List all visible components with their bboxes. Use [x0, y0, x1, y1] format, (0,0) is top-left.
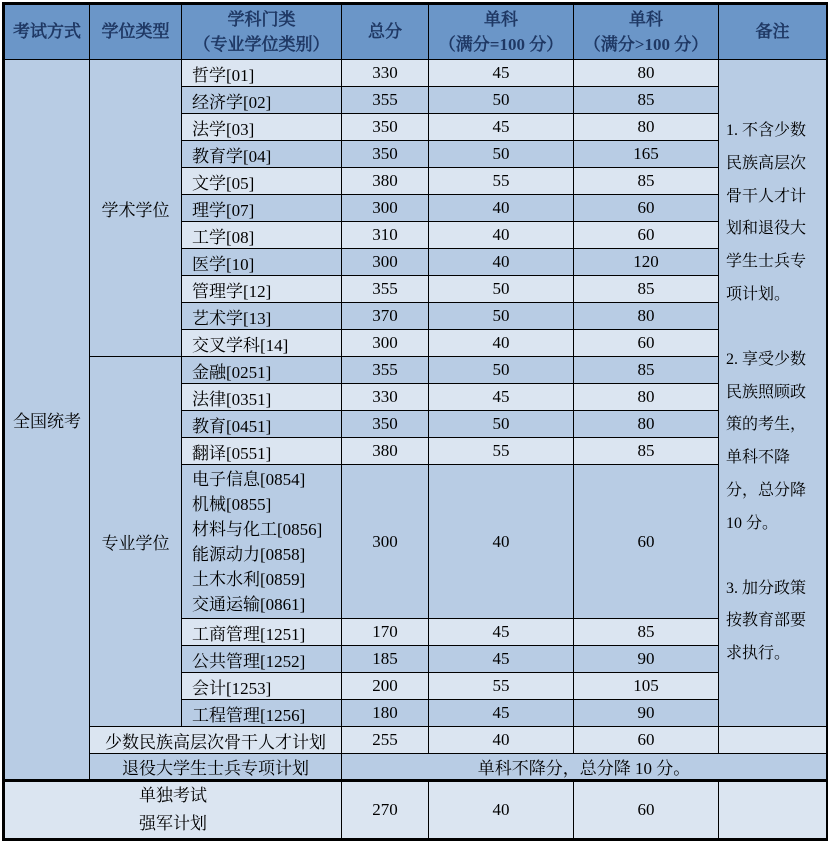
subject-cell: 教育[0451]	[182, 411, 342, 438]
total-cell: 380	[342, 168, 429, 195]
single-gt-cell: 85	[574, 168, 719, 195]
single-eq-cell: 40	[429, 249, 574, 276]
minority-program-row	[4, 727, 828, 754]
header-single-eq100	[429, 4, 574, 60]
header-subject-category-line1: 学科门类	[227, 9, 296, 29]
total-cell: 330	[342, 60, 429, 87]
single-gt-cell: 105	[574, 673, 719, 700]
single-gt-cell: 165	[574, 141, 719, 168]
total-cell: 255	[342, 727, 429, 754]
header-single-eq100-line2: （满分=100 分）	[438, 35, 564, 54]
subject-row	[4, 60, 828, 87]
veteran-program-note: 单科不降分，总分降 10 分。	[342, 754, 828, 781]
total-cell: 380	[342, 438, 429, 465]
subject-row	[4, 357, 828, 384]
header-single-gt100	[574, 4, 719, 60]
subject-cell: 管理学[12]	[182, 276, 342, 303]
subject-cell: 艺术学[13]	[182, 303, 342, 330]
subject-cell: 文学[05]	[182, 168, 342, 195]
single-eq-cell: 45	[429, 619, 574, 646]
subject-cell: 法律[0351]	[182, 384, 342, 411]
remark-item-3: 3. 加分政策按教育部要求执行。	[726, 579, 807, 663]
subject-cell: 教育学[04]	[182, 141, 342, 168]
total-cell: 170	[342, 619, 429, 646]
single-gt-cell: 60	[574, 222, 719, 249]
header-remarks: 备注	[719, 4, 828, 60]
total-cell: 370	[342, 303, 429, 330]
subject-line: 机械[0855]	[192, 494, 272, 514]
header-subject-category	[182, 4, 342, 60]
separate-exam-row	[4, 781, 828, 840]
subject-cell: 翻译[0551]	[182, 438, 342, 465]
subject-line: 材料与化工[0856]	[192, 519, 323, 539]
single-eq-cell: 50	[429, 357, 574, 384]
subject-cell: 工商管理[1251]	[182, 619, 342, 646]
subject-cell: 会计[1253]	[182, 673, 342, 700]
header-subject-category-line2: （专业学位类别）	[193, 35, 330, 54]
total-cell: 330	[342, 384, 429, 411]
subject-cell: 交叉学科[14]	[182, 330, 342, 357]
separate-exam-label	[4, 781, 342, 840]
single-gt-cell: 60	[574, 465, 719, 619]
total-cell: 350	[342, 411, 429, 438]
single-gt-cell: 60	[574, 330, 719, 357]
total-cell: 355	[342, 87, 429, 114]
subject-line: 能源动力[0858]	[192, 544, 306, 564]
total-cell: 270	[342, 781, 429, 840]
single-eq-cell: 55	[429, 673, 574, 700]
header-row	[4, 4, 828, 60]
total-cell: 300	[342, 195, 429, 222]
header-total-score: 总分	[342, 4, 429, 60]
total-cell: 355	[342, 276, 429, 303]
remarks-cell	[719, 60, 828, 727]
single-eq-cell: 40	[429, 195, 574, 222]
minority-program-label: 少数民族高层次骨干人才计划	[90, 727, 342, 754]
total-cell: 185	[342, 646, 429, 673]
single-eq-cell: 40	[429, 330, 574, 357]
header-degree-type: 学位类型	[90, 4, 182, 60]
single-eq-cell: 40	[429, 465, 574, 619]
single-gt-cell: 60	[574, 195, 719, 222]
header-single-gt100-line1: 单科	[629, 9, 663, 29]
subject-cell: 工程管理[1256]	[182, 700, 342, 727]
total-cell: 310	[342, 222, 429, 249]
total-cell: 350	[342, 114, 429, 141]
single-eq-cell: 55	[429, 168, 574, 195]
remark-item-1: 1. 不含少数民族高层次骨干人才计划和退役大学生士兵专项计划。	[726, 122, 807, 303]
total-cell: 355	[342, 357, 429, 384]
single-gt-cell: 90	[574, 700, 719, 727]
single-gt-cell: 85	[574, 438, 719, 465]
subject-cell: 理学[07]	[182, 195, 342, 222]
professional-degree-cell: 专业学位	[90, 357, 182, 727]
remarks-empty-cell	[719, 727, 828, 754]
single-gt-cell: 60	[574, 727, 719, 754]
single-gt-cell: 80	[574, 384, 719, 411]
header-single-gt100-line2: （满分>100 分）	[583, 35, 709, 54]
single-gt-cell: 80	[574, 303, 719, 330]
single-gt-cell: 85	[574, 87, 719, 114]
subject-cell: 金融[0251]	[182, 357, 342, 384]
single-gt-cell: 80	[574, 114, 719, 141]
single-eq-cell: 40	[429, 222, 574, 249]
single-eq-cell: 40	[429, 781, 574, 840]
subject-cell-multi	[182, 465, 342, 619]
subject-cell: 医学[10]	[182, 249, 342, 276]
national-exam-cell: 全国统考	[4, 60, 90, 781]
single-eq-cell: 45	[429, 700, 574, 727]
single-gt-cell: 90	[574, 646, 719, 673]
single-eq-cell: 50	[429, 276, 574, 303]
single-eq-cell: 45	[429, 114, 574, 141]
single-gt-cell: 80	[574, 60, 719, 87]
single-gt-cell: 85	[574, 357, 719, 384]
single-eq-cell: 50	[429, 303, 574, 330]
veteran-program-label: 退役大学生士兵专项计划	[90, 754, 342, 781]
single-eq-cell: 55	[429, 438, 574, 465]
header-exam-method: 考试方式	[4, 4, 90, 60]
single-eq-cell: 45	[429, 60, 574, 87]
veteran-program-row	[4, 754, 828, 781]
separate-exam-line1: 单独考试	[139, 786, 207, 805]
single-gt-cell: 85	[574, 619, 719, 646]
subject-cell: 经济学[02]	[182, 87, 342, 114]
total-cell: 300	[342, 249, 429, 276]
single-gt-cell: 80	[574, 411, 719, 438]
total-cell: 300	[342, 330, 429, 357]
subject-cell: 工学[08]	[182, 222, 342, 249]
single-gt-cell: 85	[574, 276, 719, 303]
total-cell: 200	[342, 673, 429, 700]
remark-item-2: 2. 享受少数民族照顾政策的考生，单科不降分，总分降 10 分。	[726, 350, 807, 532]
subject-cell: 公共管理[1252]	[182, 646, 342, 673]
subject-line: 土木水利[0859]	[192, 569, 306, 589]
total-cell: 300	[342, 465, 429, 619]
subject-line: 交通运输[0861]	[192, 594, 306, 614]
single-eq-cell: 50	[429, 141, 574, 168]
subject-cell: 哲学[01]	[182, 60, 342, 87]
score-line-table	[2, 2, 828, 841]
separate-exam-line2: 强军计划	[139, 814, 207, 833]
single-gt-cell: 120	[574, 249, 719, 276]
total-cell: 350	[342, 141, 429, 168]
header-single-eq100-line1: 单科	[484, 9, 518, 29]
single-eq-cell: 50	[429, 411, 574, 438]
subject-cell: 法学[03]	[182, 114, 342, 141]
single-eq-cell: 45	[429, 646, 574, 673]
subject-line: 电子信息[0854]	[192, 469, 306, 489]
total-cell: 180	[342, 700, 429, 727]
single-eq-cell: 50	[429, 87, 574, 114]
single-gt-cell: 60	[574, 781, 719, 840]
single-eq-cell: 45	[429, 384, 574, 411]
academic-degree-cell: 学术学位	[90, 60, 182, 357]
single-eq-cell: 40	[429, 727, 574, 754]
remarks-empty-cell	[719, 781, 828, 840]
